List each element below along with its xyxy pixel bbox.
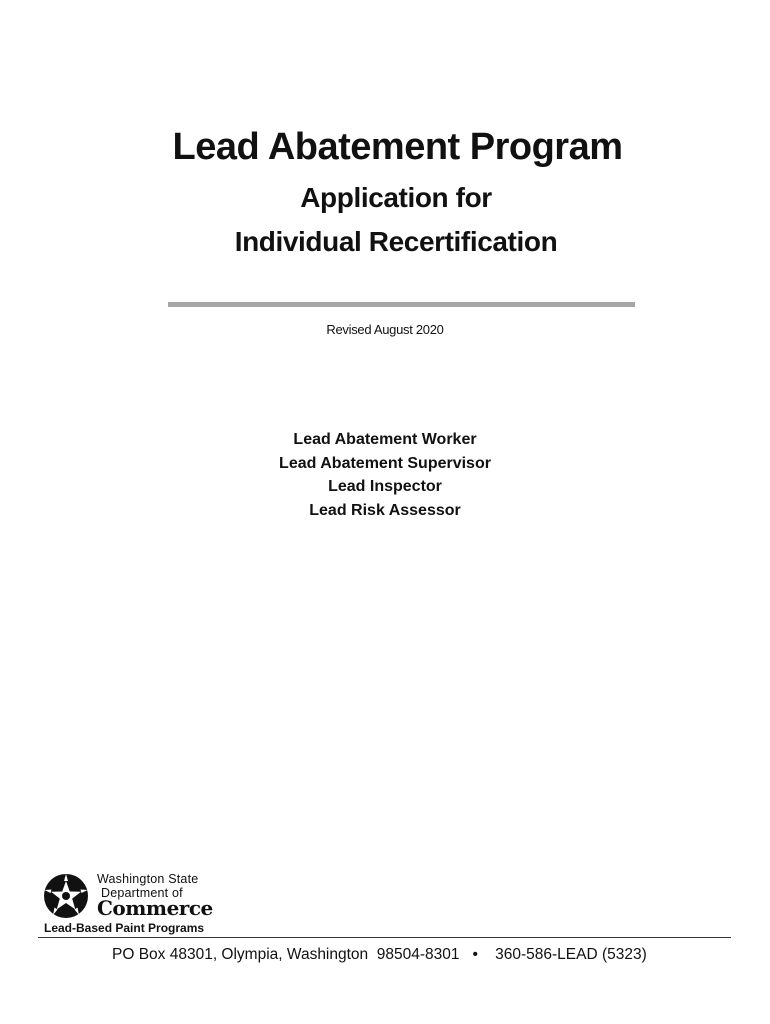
revision-date: Revised August 2020 (326, 322, 444, 337)
logo-line-department: Department of (101, 885, 183, 900)
footer-divider (38, 937, 731, 938)
document-subtitle-line2: Individual Recertification (234, 226, 558, 257)
document-title: Lead Abatement Program (172, 126, 623, 168)
program-label: Lead-Based Paint Programs (44, 921, 205, 935)
footer-contact (112, 946, 647, 964)
logo-line-commerce: Commerce (97, 896, 213, 920)
footer-address: PO Box 48301, Olympia, Washington 98504-8301 (112, 946, 460, 963)
logo-wordmark (97, 873, 213, 918)
title-divider (168, 302, 635, 307)
roles-list (0, 428, 770, 522)
role-item: Lead Abatement Worker (293, 431, 477, 448)
footer-phone: 360-586-LEAD (5323) (495, 946, 647, 963)
role-item: Lead Risk Assessor (309, 501, 461, 519)
role-item: Lead Inspector (328, 478, 442, 495)
footer-bullet-separator: • (472, 946, 478, 963)
logo-line-state: Washington State (97, 872, 199, 886)
role-item: Lead Abatement Supervisor (279, 454, 491, 472)
document-subtitle-line1: Application for (300, 182, 492, 213)
commerce-logo (43, 873, 223, 919)
commerce-star-logo-icon (43, 873, 89, 919)
